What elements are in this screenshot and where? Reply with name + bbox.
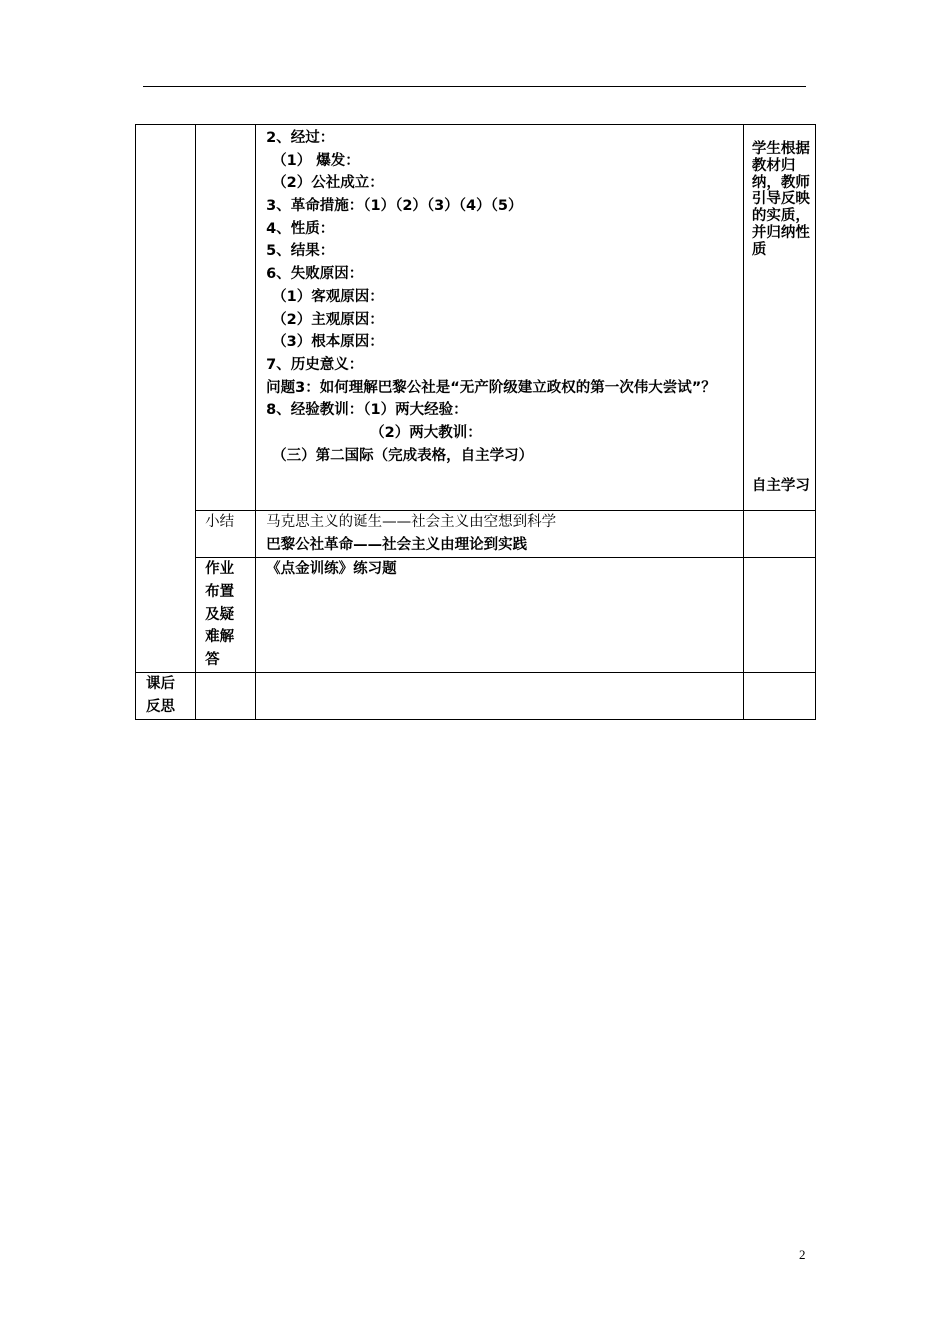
reflection-row [136, 672, 816, 719]
section-cell [196, 125, 256, 511]
process-row [136, 125, 816, 511]
summary-row [136, 511, 816, 558]
process-line: 3、革命措施：（1）（2）（3）（4）（5） [266, 198, 523, 215]
reflection-label: 课后反思 [146, 675, 175, 715]
homework-row [136, 558, 816, 673]
homework-content: 《点金训练》练习题 [266, 561, 397, 577]
summary-content-cell [256, 511, 744, 558]
summary-line-2: 巴黎公社革命——社会主义由理论到实践 [266, 536, 528, 553]
summary-line-1: 马克思主义的诞生——社会主义由空想到科学 [266, 514, 557, 530]
lesson-plan-table [135, 124, 816, 720]
homework-content-cell [256, 558, 744, 673]
process-content-cell [256, 125, 744, 511]
summary-label: 小结 [205, 514, 235, 530]
homework-method-cell [743, 558, 815, 673]
reflection-label-cell [136, 672, 196, 719]
process-line: （1）客观原因： [272, 288, 384, 305]
process-line: （1） 爆发： [272, 152, 360, 169]
process-line: （2）公社成立： [272, 175, 384, 192]
question-line: 问题3：如何理解巴黎公社是“无产阶级建立政权的第一次伟大尝试”？ [266, 379, 716, 396]
process-line: （2）两大教训： [370, 424, 482, 441]
side-note-bottom: 自主学习 [751, 478, 810, 494]
process-line: （三）第二国际（完成表格，自主学习） [272, 447, 534, 464]
process-line: 5、结果： [266, 243, 335, 260]
method-cell [743, 125, 815, 511]
process-line: 8、经验教训：（1）两大经验： [266, 402, 468, 419]
process-line: 7、历史意义： [266, 356, 364, 373]
stage-cell [136, 125, 196, 673]
summary-label-cell [196, 511, 256, 558]
header-rule [143, 86, 806, 87]
homework-label-cell [196, 558, 256, 673]
side-note: 学生根据教材归纳，教师引导反映的实质，并归纳性质 [751, 141, 810, 258]
reflection-section-cell [196, 672, 256, 719]
process-line: 6、失败原因： [266, 266, 364, 283]
process-line: 2、经过： [266, 130, 335, 146]
homework-label: 作业布置及疑难解答 [205, 561, 235, 669]
process-line: （2）主观原因： [272, 311, 384, 328]
reflection-content-cell [256, 672, 744, 719]
page-number: 2 [799, 1247, 806, 1262]
process-line: 4、性质： [266, 220, 335, 237]
summary-method-cell [743, 511, 815, 558]
process-line: （3）根本原因： [272, 334, 384, 351]
reflection-method-cell [743, 672, 815, 719]
